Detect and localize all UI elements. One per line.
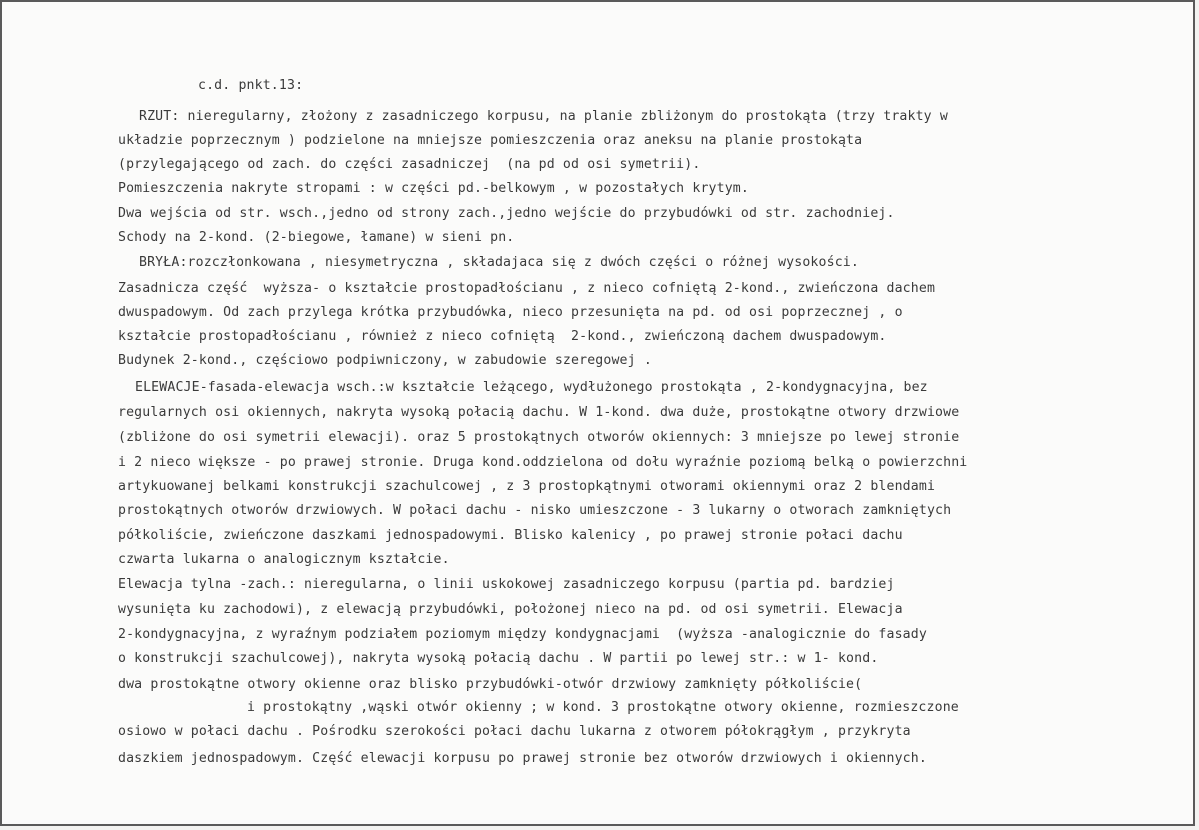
text-line: kształcie prostopadłościanu , również z nieco cofniętą 2-kond., zwieńczoną dachem dwuspadowym. <box>118 329 887 344</box>
text-line: Schody na 2-kond. (2-biegowe, łamane) w sieni pn. <box>118 230 515 245</box>
text-line: prostokątnych otworów drzwiowych. W połaci dachu - nisko umieszczone - 3 lukarny o otworach zamkniętych <box>118 503 952 518</box>
text-line: układzie poprzecznym ) podzielone na mniejsze pomieszczenia oraz aneksu na planie prostokąta <box>118 133 863 148</box>
text-line: osiowo w połaci dachu . Pośrodku szerokości połaci dachu lukarna z otworem półokrągłym , przykryta <box>118 724 911 739</box>
text-line: (przylegającego od zach. do części zasadniczej (na pd od osi symetrii). <box>118 157 701 172</box>
text-line: Dwa wejścia od str. wsch.,jedno od strony zach.,jedno wejście do przybudówki od str. zachodniej. <box>118 206 895 221</box>
text-line: dwuspadowym. Od zach przylega krótka przybudówka, nieco przesunięta na pd. od osi poprzecznej , o <box>118 305 903 320</box>
text-line: dwa prostokątne otwory okienne oraz blisko przybudówki-otwór drzwiowy zamknięty półkoliście( <box>118 677 863 692</box>
text-line: daszkiem jednospadowym. Część elewacji korpusu po prawej stronie bez otworów drzwiowych i okiennych. <box>118 751 927 766</box>
text-line: BRYŁA:rozczłonkowana , niesymetryczna , składajaca się z dwóch części o różnej wysokości. <box>139 255 859 270</box>
text-line: i prostokątny ,wąski otwór okienny ; w kond. 3 prostokątne otwory okienne, rozmieszczone <box>247 700 959 715</box>
text-line: półkoliście, zwieńczone daszkami jednospadowymi. Blisko kalenicy , po prawej stronie połaci dachu <box>118 528 903 543</box>
text-line: o konstrukcji szachulcowej), nakryta wysoką połacią dachu . W partii po lewej str.: w 1- kond. <box>118 651 879 666</box>
text-line: Budynek 2-kond., częściowo podpiwniczony, w zabudowie szeregowej . <box>118 353 652 368</box>
text-line: 2-kondygnacyjna, z wyraźnym podziałem poziomym między kondygnacjami (wyższa -analogicznie do fasady <box>118 627 927 642</box>
text-line: artykuowanej belkami konstrukcji szachulcowej , z 3 prostopkątnymi otworami okiennymi oraz 2 blendami <box>118 479 936 494</box>
text-line: wysunięta ku zachodowi), z elewacją przybudówki, położonej nieco na pd. od osi symetrii. Elewacja <box>118 602 903 617</box>
text-line: Pomieszczenia nakryte stropami : w części pd.-belkowym , w pozostałych krytym. <box>118 181 749 196</box>
text-line: regularnych osi okiennych, nakryta wysoką połacią dachu. W 1-kond. dwa duże, prostokątne otwory drzwiowe <box>118 405 960 420</box>
text-line: RZUT: nieregularny, złożony z zasadniczego korpusu, na planie zbliżonym do prostokąta (trzy trakty w <box>139 109 948 124</box>
text-line: Elewacja tylna -zach.: nieregularna, o linii uskokowej zasadniczego korpusu (partia pd. bardziej <box>118 577 895 592</box>
text-line: ELEWACJE-fasada-elewacja wsch.:w kształcie leżącego, wydłużonego prostokąta , 2-kondygnacyjna, bez <box>135 380 928 395</box>
text-line: czwarta lukarna o analogicznym kształcie. <box>118 552 450 567</box>
text-line: Zasadnicza część wyższa- o kształcie prostopadłościanu , z nieco cofniętą 2-kond., zwieńczona dachem <box>118 281 936 296</box>
text-line: i 2 nieco większe - po prawej stronie. Druga kond.oddzielona od dołu wyraźnie poziomą belką o powierzchni <box>118 455 968 470</box>
document-heading: c.d. pnkt.13: <box>198 78 304 93</box>
text-line: (zbliżone do osi symetrii elewacji). oraz 5 prostokątnych otworów okiennych: 3 mniejsze po lewej stronie <box>118 430 960 445</box>
